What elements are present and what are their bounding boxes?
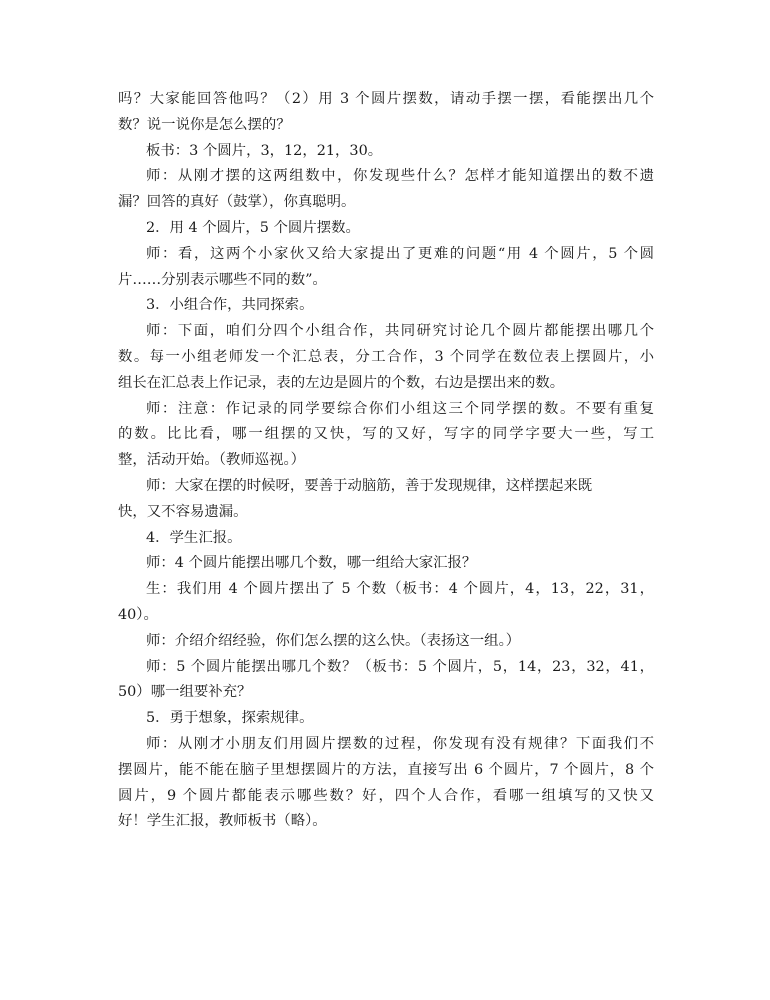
text-line: 40）。	[118, 606, 158, 623]
text-line: 3．小组合作，共同探索。	[146, 297, 314, 314]
text-line: 5．勇于想象，探索规律。	[146, 710, 314, 727]
text-line: 整，活动开始。（教师巡视。）	[118, 452, 306, 469]
text-line: 漏？回答的真好（鼓掌），你真聪明。	[118, 194, 356, 211]
text-line: 好！学生汇报，教师板书（略）。	[118, 813, 327, 830]
text-line: 4．学生汇报。	[146, 529, 242, 546]
text-line: 2．用 4 个圆片，5 个圆片摆数。	[146, 219, 360, 236]
text-line: 数？说一说你是怎么摆的？	[118, 116, 291, 133]
text-line: 数。每一小组老师发一个汇总表，分工合作，3 个同学在数位表上摆圆片，小	[118, 348, 654, 365]
text-line: 师：下面，咱们分四个小组合作，共同研究讨论几个圆片都能摆出哪几个	[146, 323, 654, 340]
text-line: 板书：3 个圆片，3，12，21，30。	[146, 142, 383, 159]
text-line: 圆片，9 个圆片都能表示哪些数？好，四个人合作，看哪一组填写的又快又	[118, 787, 654, 804]
text-line: 师：介绍介绍经验，你们怎么摆的这么快。（表扬这一组。）	[146, 632, 521, 649]
text-line: 的数。比比看，哪一组摆的又快，写的又好，写字的同学字要大一些，写工	[118, 426, 654, 443]
text-line: 师：看，这两个小家伙又给大家提出了更难的问题“用 4 个圆片，5 个圆	[146, 245, 654, 262]
text-line: 师：4 个圆片能摆出哪几个数，哪一组给大家汇报？	[146, 555, 477, 572]
text-line: 组长在汇总表上作记录，表的左边是圆片的个数，右边是摆出来的数。	[118, 374, 565, 391]
text-line: 生：我们用 4 个圆片摆出了 5 个数（板书：4 个圆片，4，13，22，31，	[146, 581, 654, 598]
text-line: 师：大家在摆的时候呀，要善于动脑筋，善于发现规律，这样摆起来既	[146, 477, 593, 494]
text-line: 片……分别表示哪些不同的数”。	[118, 271, 327, 288]
document-body	[118, 87, 654, 835]
text-line: 吗？大家能回答他吗？（2）用 3 个圆片摆数，请动手摆一摆，看能摆出几个	[118, 91, 654, 107]
text-line: 50）哪一组要补充？	[118, 684, 252, 701]
text-line: 师：从刚才小朋友们用圆片摆数的过程，你发现有没有规律？下面我们不	[146, 735, 654, 752]
text-line: 快，又不容易遗漏。	[118, 503, 248, 520]
text-line: 师：5 个圆片能摆出哪几个数？（板书：5 个圆片，5，14，23，32，41，	[146, 658, 654, 675]
text-line: 师：注意：作记录的同学要综合你们小组这三个同学摆的数。不要有重复	[146, 400, 654, 417]
text-lines	[118, 87, 654, 835]
text-line: 师：从刚才摆的这两组数中，你发现些什么？怎样才能知道摆出的数不遗	[146, 168, 654, 185]
text-line: 摆圆片，能不能在脑子里想摆圆片的方法，直接写出 6 个圆片，7 个圆片，8 个	[118, 761, 654, 778]
